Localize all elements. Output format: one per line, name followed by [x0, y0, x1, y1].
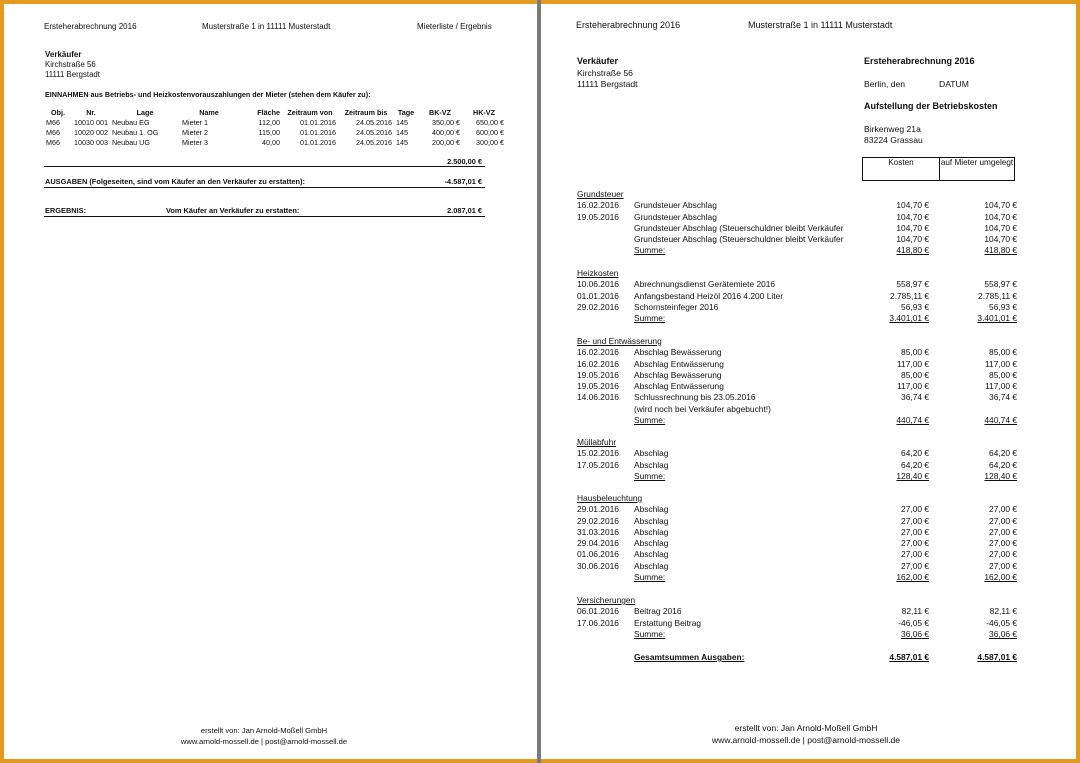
- list-item: [577, 527, 1017, 538]
- date: 31.03.2016: [577, 526, 619, 537]
- tenant-cost: 104,70 €: [984, 234, 1017, 245]
- cell: 10010 001: [74, 118, 108, 127]
- tenant-cost: 85,00 €: [989, 347, 1017, 358]
- list-item: [577, 404, 1017, 415]
- sum-cost: 418,80 €: [896, 245, 929, 256]
- desc: Abschlag: [634, 448, 669, 459]
- tenant-cost: -46,05 €: [986, 617, 1017, 628]
- sum-cost: 128,40 €: [896, 470, 929, 481]
- tenant-cost: 64,20 €: [989, 459, 1017, 470]
- date: 17.06.2016: [577, 617, 619, 628]
- desc: (wird noch bei Verkäufer abgebucht!): [634, 403, 771, 414]
- cell: 200,00 €: [432, 138, 460, 147]
- cell: M66: [46, 128, 60, 137]
- cell: Neubau UG: [111, 138, 150, 147]
- cell: 01.01.2016: [300, 128, 336, 137]
- seller-street: Kirchstraße 56: [577, 68, 633, 78]
- section-muellabfuhr: [577, 437, 1017, 482]
- cost: 104,70 €: [896, 234, 929, 245]
- income-heading: EINNAHMEN aus Betriebs- und Heizkostenvorauszahlungen der Mieter (stehen dem Käufer zu):: [45, 90, 371, 99]
- date: 14.06.2016: [577, 392, 619, 403]
- section-title: Heizkosten: [577, 268, 619, 278]
- desc: Grundsteuer Abschlag (Steuerschuldner bleibt Verkäufer: [634, 234, 844, 245]
- list-item: [577, 223, 1017, 234]
- expenses-total: -4.587,01 €: [444, 177, 482, 186]
- tenant-cost: 104,70 €: [984, 222, 1017, 233]
- tenant-cost: 27,00 €: [989, 538, 1017, 549]
- col-hkvz: HK-VZ: [473, 108, 495, 117]
- cell: 24.05.2016: [356, 118, 392, 127]
- footer-line1: erstellt von: Jan Arnold-Moßell GmbH: [200, 726, 328, 735]
- right-page: [541, 4, 1076, 759]
- desc: Abschlag Entwässerung: [634, 381, 724, 392]
- property-street: Birkenweg 21a: [864, 124, 921, 134]
- divider: [44, 216, 485, 217]
- col-obj: Obj.: [51, 108, 65, 117]
- header-center: Musterstraße 1 in 11111 Musterstadt: [748, 20, 893, 30]
- cell: Neubau EG: [111, 118, 150, 127]
- col-von: Zeitraum von: [287, 108, 333, 117]
- date: 29.02.2016: [577, 301, 619, 312]
- list-item: [577, 561, 1017, 572]
- cell: 24.05.2016: [356, 138, 392, 147]
- sum-cost: 440,74 €: [896, 415, 929, 426]
- list-item: [577, 460, 1017, 471]
- seller-title: Verkäufer: [577, 56, 619, 66]
- sum-label: Summe:: [634, 313, 666, 324]
- place-date: Berlin, den: [864, 79, 906, 89]
- list-item: [577, 538, 1017, 549]
- date: 17.05.2016: [577, 459, 619, 470]
- cost: 117,00 €: [897, 381, 929, 392]
- list-item: [577, 448, 1017, 459]
- table-row: [44, 138, 506, 148]
- desc: Abschlag: [634, 515, 669, 526]
- desc: Abschlag: [634, 538, 669, 549]
- result-desc: Vom Käufer an Verkäufer zu erstatten:: [166, 206, 300, 215]
- date: 30.06.2016: [577, 560, 619, 571]
- sum-label: Summe:: [634, 245, 666, 256]
- tenant-cost: 117,00 €: [985, 381, 1017, 392]
- list-item: [577, 347, 1017, 358]
- cost: 64,20 €: [901, 448, 929, 459]
- desc: Abschlag: [634, 526, 669, 537]
- cell: 24.05.2016: [356, 128, 392, 137]
- grand-cost: 4.587,01 €: [889, 652, 929, 662]
- section-hausbeleuchtung: [577, 493, 1017, 583]
- desc: Abschlag: [634, 560, 669, 571]
- list-item: [577, 392, 1017, 403]
- date: 19.05.2016: [577, 381, 619, 392]
- tenant-cost: 56,93 €: [989, 301, 1017, 312]
- header-right: Mieterliste / Ergebnis: [417, 22, 492, 31]
- cost: 117,00 €: [897, 358, 929, 369]
- desc: Erstattung Beitrag: [634, 617, 702, 628]
- desc: Abschlag Bewässerung: [634, 347, 722, 358]
- desc: Grundsteuer Abschlag: [634, 200, 717, 211]
- tenant-cost: 558,97 €: [984, 279, 1017, 290]
- seller-city: 11111 Bergstadt: [45, 70, 100, 79]
- section-title: Be- und Entwässerung: [577, 336, 662, 346]
- cost: 104,70 €: [896, 211, 929, 222]
- sum-row: [577, 471, 1017, 482]
- date: 16.02.2016: [577, 200, 619, 211]
- desc: Schornsteinfeger 2016: [634, 301, 719, 312]
- cost: 2.785,11 €: [890, 290, 929, 301]
- sum-tenant: 3.401,01 €: [977, 313, 1017, 324]
- sum-row: [577, 415, 1017, 426]
- col-tage: Tage: [397, 108, 415, 117]
- section-grundsteuer: [577, 189, 1017, 257]
- tenant-cost: 85,00 €: [989, 369, 1017, 380]
- tenant-cost: 27,00 €: [989, 560, 1017, 571]
- date: 16.02.2016: [577, 347, 619, 358]
- desc: Abschlag: [634, 549, 669, 560]
- sum-tenant: 128,40 €: [984, 470, 1017, 481]
- sum-tenant: 418,80 €: [984, 245, 1017, 256]
- cost: 27,00 €: [901, 560, 929, 571]
- desc: Abrechnungsdienst Gerätemiete 2016: [634, 279, 776, 290]
- cell: 01.01.2016: [300, 118, 336, 127]
- table-row: [44, 128, 506, 138]
- divider: [44, 187, 485, 188]
- cost: 104,70 €: [896, 200, 929, 211]
- cell: 10030 003: [74, 138, 108, 147]
- table-row: [44, 118, 506, 128]
- date: 01.01.2016: [577, 290, 619, 301]
- seller-street: Kirchstraße 56: [45, 60, 96, 69]
- result-label: ERGEBNIS:: [45, 206, 87, 215]
- list-item: [577, 504, 1017, 515]
- date: 29.01.2016: [577, 504, 619, 515]
- cell: Mieter 2: [181, 128, 208, 137]
- desc: Abschlag Bewässerung: [634, 369, 722, 380]
- desc: Abschlag: [634, 459, 669, 470]
- col-costs: Kosten: [863, 158, 940, 180]
- desc: Abschlag: [634, 504, 669, 515]
- tenant-table-header: [44, 108, 506, 118]
- cost: 27,00 €: [901, 538, 929, 549]
- date: 01.06.2016: [577, 549, 619, 560]
- list-item: [577, 212, 1017, 223]
- sum-row: [577, 245, 1017, 256]
- date: 19.05.2016: [577, 369, 619, 380]
- seller-title: Verkäufer: [45, 50, 82, 59]
- cell: 10020 002: [74, 128, 108, 137]
- date: 16.02.2016: [577, 358, 619, 369]
- date: 06.01.2016: [577, 606, 619, 617]
- cell: 40,00: [261, 138, 280, 147]
- desc: Grundsteuer Abschlag (Steuerschuldner bleibt Verkäufer: [634, 222, 844, 233]
- col-nr: Nr.: [86, 108, 96, 117]
- doc-title: Ersteherabrechnung 2016: [864, 56, 975, 66]
- seller-city: 11111 Bergstadt: [577, 79, 638, 89]
- col-flaeche: Fläche: [257, 108, 280, 117]
- date: 19.05.2016: [577, 211, 619, 222]
- cost: 64,20 €: [901, 459, 929, 470]
- cost-title: Aufstellung der Betriebskosten: [864, 101, 998, 111]
- date-value: DATUM: [939, 79, 969, 89]
- desc: Abschlag Entwässerung: [634, 358, 724, 369]
- sum-tenant: 36,06 €: [989, 628, 1017, 639]
- header-left: Ersteherabrechnung 2016: [576, 20, 681, 30]
- date: 29.02.2016: [577, 515, 619, 526]
- grand-tenant: 4.587,01 €: [977, 652, 1017, 662]
- cost: 85,00 €: [901, 369, 929, 380]
- cell: 112,00: [258, 118, 280, 127]
- expenses-label: AUSGABEN (Folgeseiten, sind vom Käufer an den Verkäufer zu erstatten):: [45, 177, 305, 186]
- cell: 115,00: [258, 128, 280, 137]
- tenant-table: [44, 108, 506, 148]
- cell: Neubau 1. OG: [111, 128, 159, 137]
- sum-row: [577, 313, 1017, 324]
- cell: 145: [395, 128, 408, 137]
- col-tenant: auf Mieter umgelegt: [940, 158, 1014, 167]
- tenant-cost: 82,11 €: [989, 606, 1017, 617]
- tenant-cost: 27,00 €: [989, 526, 1017, 537]
- cell: 145: [395, 138, 408, 147]
- desc: Beitrag 2016: [634, 606, 682, 617]
- cell: 650,00 €: [476, 118, 504, 127]
- footer-line2: www.arnold-mossell.de | post@arnold-mossell.de: [180, 737, 348, 746]
- cell: Mieter 1: [181, 118, 208, 127]
- list-item: [577, 370, 1017, 381]
- list-item: [577, 381, 1017, 392]
- date: 29.04.2016: [577, 538, 619, 549]
- tenant-cost: 64,20 €: [989, 448, 1017, 459]
- section-title: Versicherungen: [577, 595, 636, 605]
- col-bkvz: BK-VZ: [429, 108, 451, 117]
- cost: 104,70 €: [896, 222, 929, 233]
- footer-line1: erstellt von: Jan Arnold-Moßell GmbH: [734, 723, 878, 733]
- list-item: [577, 200, 1017, 211]
- header-left: Ersteherabrechnung 2016: [44, 22, 137, 31]
- cell: 300,00 €: [476, 138, 504, 147]
- sum-cost: 36,06 €: [901, 628, 929, 639]
- cost: 558,97 €: [896, 279, 929, 290]
- cost: 85,00 €: [901, 347, 929, 358]
- cost: 27,00 €: [901, 526, 929, 537]
- tenant-cost: 27,00 €: [989, 515, 1017, 526]
- list-item: [577, 279, 1017, 290]
- grand-total-row: [577, 652, 1017, 663]
- sum-cost: 3.401,01 €: [889, 313, 929, 324]
- sum-label: Summe:: [634, 415, 666, 426]
- cost: 56,93 €: [901, 301, 929, 312]
- header-center: Musterstraße 1 in 11111 Musterstadt: [202, 22, 331, 31]
- list-item: [577, 234, 1017, 245]
- cost: 27,00 €: [901, 549, 929, 560]
- list-item: [577, 618, 1017, 629]
- list-item: [577, 359, 1017, 370]
- list-item: [577, 606, 1017, 617]
- tenant-cost: 117,00 €: [985, 358, 1017, 369]
- cost: 82,11 €: [901, 606, 929, 617]
- footer-line2: www.arnold-mossell.de | post@arnold-mossell.de: [711, 735, 901, 745]
- cell: 600,00 €: [476, 128, 504, 137]
- sum-label: Summe:: [634, 572, 666, 583]
- sum-row: [577, 629, 1017, 640]
- date: 15.02.2016: [577, 448, 619, 459]
- col-lage: Lage: [136, 108, 154, 117]
- left-page: [4, 4, 537, 759]
- sum-tenant: 440,74 €: [984, 415, 1017, 426]
- section-heizkosten: [577, 268, 1017, 324]
- tenant-cost: 36,74 €: [989, 392, 1017, 403]
- col-bis: Zeitraum bis: [344, 108, 388, 117]
- sum-tenant: 162,00 €: [984, 572, 1017, 583]
- section-entwaesserung: [577, 336, 1017, 426]
- desc: Anfangsbestand Heizöl 2016 4.200 Liter: [634, 290, 783, 301]
- grand-label: Gesamtsummen Ausgaben:: [634, 652, 745, 662]
- cell: M66: [46, 138, 60, 147]
- tenant-cost: 2.785,11 €: [978, 290, 1017, 301]
- cost: 27,00 €: [901, 515, 929, 526]
- cell: 350,00 €: [432, 118, 460, 127]
- column-header-box: [862, 157, 1015, 181]
- section-versicherungen: [577, 595, 1017, 640]
- divider: [44, 166, 485, 167]
- cost: 27,00 €: [901, 504, 929, 515]
- section-title: Hausbeleuchtung: [577, 493, 643, 503]
- cell: 01.01.2016: [300, 138, 336, 147]
- property-city: 83224 Grassau: [864, 135, 923, 145]
- cost: 36,74 €: [901, 392, 929, 403]
- tenant-cost: 27,00 €: [989, 504, 1017, 515]
- section-title: Müllabfuhr: [577, 437, 617, 447]
- sum-row: [577, 572, 1017, 583]
- col-name: Name: [199, 108, 219, 117]
- income-total: 2.500,00 €: [447, 157, 482, 166]
- list-item: [577, 516, 1017, 527]
- grand-total: [577, 652, 1017, 663]
- list-item: [577, 549, 1017, 560]
- result-total: 2.087,01 €: [447, 206, 482, 215]
- cell: 145: [395, 118, 408, 127]
- cell: Mieter 3: [181, 138, 208, 147]
- tenant-cost: 27,00 €: [989, 549, 1017, 560]
- cell: 400,00 €: [432, 128, 460, 137]
- tenant-cost: 104,70 €: [984, 211, 1017, 222]
- list-item: [577, 302, 1017, 313]
- cost: -46,05 €: [898, 617, 929, 628]
- desc: Schlussrechnung bis 23.05.2016: [634, 392, 756, 403]
- cell: M66: [46, 118, 60, 127]
- list-item: [577, 291, 1017, 302]
- date: 10.06.2016: [577, 279, 619, 290]
- sum-cost: 162,00 €: [896, 572, 929, 583]
- section-title: Grundsteuer: [577, 189, 624, 199]
- tenant-cost: 104,70 €: [984, 200, 1017, 211]
- sum-label: Summe:: [634, 628, 666, 639]
- desc: Grundsteuer Abschlag: [634, 211, 717, 222]
- sum-label: Summe:: [634, 470, 666, 481]
